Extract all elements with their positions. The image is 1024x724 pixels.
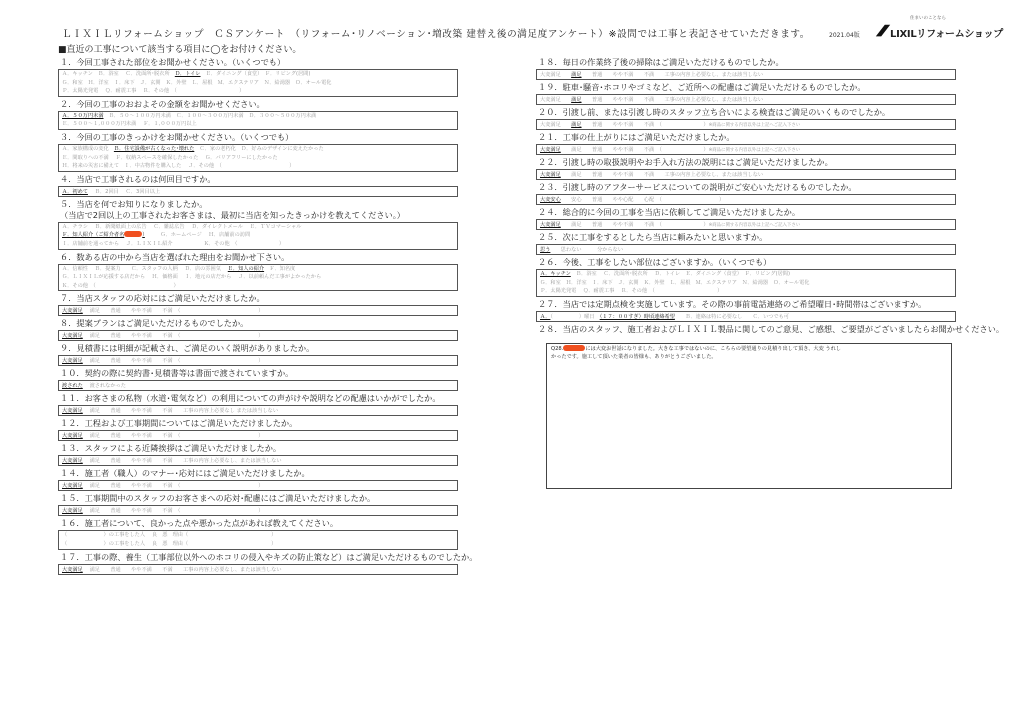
answer-option[interactable]: Ｐ．太陽光発電 Ｑ．耐震工事 Ｒ．その他 （ ） xyxy=(540,288,723,295)
question-text: ８．提案プランはご満足いただけるものでしたか。 xyxy=(60,318,249,329)
answer-option[interactable]: 満足 普通 やや不満 不満 工事の内容上必要なし または該当しない xyxy=(82,408,279,415)
answer-box xyxy=(58,69,458,97)
answer-row xyxy=(62,356,454,366)
answer-box xyxy=(536,244,956,255)
answer-row xyxy=(62,456,454,466)
answer-row xyxy=(62,187,454,197)
logo-name: LIXILリフォームショップ xyxy=(890,29,1003,40)
question-text: １５．工事期間中のスタッフのお客さまへの応対･配慮にはご満足いただけましたか。 xyxy=(60,493,376,504)
answer-row xyxy=(62,240,454,249)
answer-row xyxy=(62,70,454,79)
answer-option[interactable]: Ｆ．知名度 xyxy=(264,265,296,272)
answer-option[interactable]: 満足 普通 やや不満 不満 工事の内容上必要なし、または該当しない xyxy=(82,566,282,573)
question-text: １１．お客さまの私物（水道･電気など）の利用についての声がけや説明などの配慮はいかがでしたか。 xyxy=(60,393,441,404)
question-text: ７．当店スタッフの応対にはご満足いただけましたか。 xyxy=(60,293,265,304)
answer-row xyxy=(62,265,454,274)
answer-row xyxy=(62,381,454,391)
answer-row xyxy=(540,287,952,296)
answer-row xyxy=(62,282,454,291)
question-text: １８．毎日の作業終了後の掃除はご満足いただけるものでしたか。 xyxy=(538,57,784,67)
answer-box xyxy=(58,111,458,130)
version-date: 2021.04版 xyxy=(829,32,860,39)
answer-box xyxy=(58,530,458,549)
comment-box[interactable] xyxy=(546,343,952,489)
answer-option[interactable]: 安心 普通 やや心配 心配 （ ） xyxy=(560,197,725,203)
answer-box xyxy=(58,330,458,341)
brand-logo xyxy=(860,12,1003,42)
comment-text: には大変お世話になりました。大きな工事ではないのに、こちらの要望通りの見積り出して頂き、大変 うれし xyxy=(585,345,841,352)
answer-row xyxy=(540,220,952,230)
answer-row xyxy=(62,223,454,232)
question-text: １３．スタッフによる近隣挨拶はご満足いただけましたか。 xyxy=(60,443,282,454)
selected-option[interactable]: 大変満足 xyxy=(62,458,83,465)
question-text: １７．工事の際、養生（工事部位以外へのホコリの侵入やキズの防止策など）はご満足いただけるものでしたか。 xyxy=(60,551,478,562)
answer-option[interactable]: Ｋ．その他 （ ） xyxy=(62,282,179,289)
selected-option[interactable]: 満足 xyxy=(571,97,582,103)
selected-option[interactable]: 大変満足 xyxy=(62,308,83,315)
answer-box xyxy=(58,222,458,250)
question-text: ２０．引渡し前、または引渡し時のスタッフ立ち合いによる検査はご満足のいくものでしたか。 xyxy=(538,107,891,117)
question-text: ２４．総合的に今回の工事を当店に依頼してご満足いただけましたか。 xyxy=(538,207,801,217)
answer-box xyxy=(58,564,458,575)
answer-option[interactable]: Ｅ．５００～１,０００万円未満 Ｆ．１,０００万円以上 xyxy=(62,121,197,128)
answer-option[interactable]: （ ）の工事をした人 良 悪 理由（ ） xyxy=(62,532,277,539)
answer-option[interactable]: 思わない 分からない xyxy=(550,247,624,253)
answer-box xyxy=(58,186,458,197)
answer-option[interactable]: 大変満足 xyxy=(540,122,572,128)
answer-option[interactable]: Ｂ．浴室 Ｃ．洗面所･脱衣所 Ｄ．トイレ Ｅ．ダイニング（食堂） Ｆ．リビング(居間) xyxy=(570,271,791,277)
answer-row xyxy=(62,112,454,121)
comment-prefix: Q28. xyxy=(551,345,564,352)
answer-box xyxy=(536,94,956,105)
question-text: ２８．当店のスタッフ、施工者およびＬＩＸＩＬ製品に関してのご意見、ご感想、ご要望がございましたらお聞かせください。 xyxy=(538,323,1005,334)
answer-option[interactable]: 普通 やや不満 不満 工事の内容上必要なし、または該当しない xyxy=(581,97,764,103)
selected-option[interactable]: 大変満足 xyxy=(62,483,83,490)
redacted-name xyxy=(563,345,585,351)
answer-option[interactable]: 渡されなかった xyxy=(82,383,126,390)
answer-row xyxy=(62,540,454,549)
answer-row xyxy=(540,170,952,180)
selected-option[interactable]: ） xyxy=(142,232,145,239)
answer-box xyxy=(58,455,458,466)
answer-option[interactable]: ※商品に関する内容以外は上記へご記入下さい xyxy=(708,123,801,128)
answer-option[interactable]: Ｈ．将来の災害に備えて Ｉ．中古物件を購入した Ｊ．その他 （ ） xyxy=(62,163,295,170)
answer-row xyxy=(62,273,454,282)
answer-box xyxy=(536,69,956,80)
question-text: ４．当店で工事されるのは何回目ですか。 xyxy=(60,173,216,184)
answer-option[interactable]: 満足 普通 やや不満 不満 （ ） xyxy=(82,508,264,515)
selected-option[interactable]: 大変満足 xyxy=(540,222,561,228)
answer-option[interactable]: 満足 普通 やや不満 不満 （ ） xyxy=(82,308,264,315)
answer-row xyxy=(62,506,454,516)
answer-row xyxy=(540,195,952,205)
question-text: １６．施工者について、良かった点や悪かった点があれば教えてください。 xyxy=(60,518,339,529)
answer-option[interactable]: Ｐ．太陽光発電 Ｑ．耐震工事 Ｒ．その他 （ ） xyxy=(62,88,245,95)
answer-option[interactable]: Ｃ．家の老朽化 Ｄ．好みのデザインに変えたかった xyxy=(194,145,324,152)
question-text: １４．施工者（職人）のマナー･応対にはご満足いただけましたか。 xyxy=(60,468,310,479)
question-text: ２．今回の工事のおおよその金額をお聞かせください。 xyxy=(60,98,265,109)
selected-option[interactable]: 大変満足 xyxy=(62,566,83,573)
answer-option[interactable]: 普通 やや不満 不満 工事の内容上必要なし、または該当しない xyxy=(581,72,764,78)
answer-row xyxy=(540,95,952,105)
answer-box xyxy=(58,430,458,441)
question-text: ６．数ある店の中から当店を選ばれた理由をお聞かせ下さい。 xyxy=(60,251,290,262)
selected-option[interactable]: Ｅ．知人の紹介 xyxy=(227,265,265,272)
answer-row xyxy=(540,70,952,80)
answer-option[interactable]: ※商品に関する内容以外は上記へご記入下さい xyxy=(708,223,801,228)
answer-box xyxy=(536,169,956,180)
answer-box xyxy=(58,355,458,366)
answer-option[interactable]: 大変満足 xyxy=(540,72,572,78)
answer-option[interactable]: Ａ．キッチン Ｂ．浴室 Ｃ．洗面所･脱衣所 xyxy=(62,71,175,77)
answer-row xyxy=(62,154,454,163)
answer-row xyxy=(62,145,454,154)
question-text: １．今回工事された部位をお聞かせください。（いくつでも） xyxy=(60,57,286,67)
answer-box xyxy=(58,405,458,416)
selected-option[interactable]: Ｂ．住宅設備が古くなった･壊れた xyxy=(113,145,195,152)
answer-row xyxy=(62,331,454,341)
selected-option[interactable]: 思う xyxy=(540,247,551,253)
selected-option[interactable]: 大変満足 xyxy=(62,508,83,515)
question-text: ２５．次に工事をするとしたら当店に頼みたいと思いますか。 xyxy=(538,232,768,242)
question-text: ２２．引渡し時の取扱説明やお手入れ方法の説明にはご満足いただけましたか。 xyxy=(538,157,833,167)
answer-option[interactable]: Ｂ．５０～１００万円未満 Ｃ．１００～３００万円未満 Ｄ．３００～５００万円未満 xyxy=(103,112,317,119)
question-text: ２７．当店では定期点検を実施しています。その際の事前電話連絡のご希望曜日･時間帯はございますか。 xyxy=(538,298,927,309)
answer-box xyxy=(58,505,458,516)
answer-box xyxy=(58,380,458,391)
selected-option[interactable]: Ａ．キッチン xyxy=(540,271,571,277)
logo-tagline: 住まいのことなら xyxy=(910,16,946,21)
answer-option[interactable]: Ｇ．ＬＩＸＩＬが応援する店だから Ｈ．価格面 Ｉ．地元の店だから Ｊ．以前頼んだ工事がよかったから xyxy=(62,274,322,281)
answer-option[interactable]: ※商品に関する内容以外は上記へご記入下さい xyxy=(708,148,801,153)
selected-option[interactable]: Ａ． xyxy=(540,313,551,320)
question-text: １０．契約の際に契約書･見積書等は書面で渡されていますか。 xyxy=(60,368,294,379)
answer-row xyxy=(540,270,952,279)
answer-row xyxy=(62,162,454,171)
answer-option[interactable]: （ ）の工事をした人 良 悪 理由（ ） xyxy=(62,540,277,547)
answer-option[interactable]: Ｇ．和室 Ｈ．洋室 Ｉ．床下 Ｊ．玄関 Ｋ．外壁 Ｌ．屋根 Ｍ．エクステリア Ｎ．給湯器 Ｏ．オール電化 xyxy=(62,79,332,86)
answer-option[interactable]: 満足 普通 やや不満 不満 （ ） xyxy=(82,333,264,340)
answer-row xyxy=(62,565,454,575)
answer-box xyxy=(536,144,956,155)
answer-row xyxy=(62,79,454,88)
answer-option[interactable]: Ｇ．和室 Ｈ．洋室 Ｉ．床下 Ｊ．玄関 Ｋ．外壁 Ｌ．屋根 Ｍ．エクステリア Ｎ．給湯器 Ｏ．オール電化 xyxy=(540,279,810,286)
selected-option[interactable]: Ａ．５０万円未満 xyxy=(62,112,104,119)
answer-row xyxy=(540,245,952,255)
answer-box xyxy=(536,269,956,297)
answer-row xyxy=(540,279,952,288)
selected-option[interactable]: 渡された xyxy=(62,383,83,390)
question-text: ２３．引渡し時のアフターサービスについての説明がご安心いただけるものでしたか。 xyxy=(538,182,857,192)
selected-option[interactable]: 大変満足 xyxy=(62,433,83,440)
selected-option[interactable]: 大変満足 xyxy=(540,172,561,178)
selected-option[interactable]: Ａ．初めて xyxy=(62,188,88,195)
question-text: ９．見積書には明細が記載され、ご満足のいく説明がありましたか。 xyxy=(60,343,315,354)
answer-box xyxy=(536,311,956,322)
answer-option[interactable]: Ｂ．2回目 Ｃ．3回目以上 xyxy=(87,188,161,195)
comment-line xyxy=(551,345,947,354)
selected-option[interactable]: 満足 xyxy=(571,122,582,128)
selected-option[interactable]: Ｆ．知人紹介（ご紹介者名 xyxy=(62,232,125,239)
survey-title: ＬＩＸＩＬリフォームショップ ＣＳアンケート （リフォーム･リノベーション･増改築 建替え後の満足度アンケート）※設問では工事と表記させていただきます。 xyxy=(62,29,811,40)
answer-option[interactable]: （ ）曜日 xyxy=(550,313,600,320)
answer-box xyxy=(58,264,458,292)
selected-option[interactable]: 大変安心 xyxy=(540,197,561,203)
answer-option[interactable]: Ｅ．ダイニング（食堂） Ｆ．リビング(居間) xyxy=(200,71,311,77)
answer-option[interactable]: Ａ．家族構成の変化 xyxy=(62,145,114,152)
answer-option[interactable]: 満足 普通 やや不満 不満 （ ） xyxy=(560,222,709,228)
redacted-name xyxy=(124,231,142,237)
answer-row xyxy=(62,120,454,129)
comment-line: かったです。施工して頂いた業者の皆様も、ありがとうございました。 xyxy=(551,354,717,361)
answer-option[interactable]: 満足 普通 やや不満 不満 工事の内容上必要なし、または該当しない xyxy=(560,172,764,178)
answer-option[interactable]: Ｂ．連絡は特に必要なし Ｃ．いつでも可 xyxy=(674,313,790,320)
selected-option[interactable]: 大変満足 xyxy=(62,333,83,340)
answer-row xyxy=(62,231,454,240)
answer-row xyxy=(62,87,454,96)
answer-option[interactable]: 普通 やや不満 不満 （ ） xyxy=(581,122,709,128)
question-text: ２１．工事の仕上がりにはご満足いただけましたか。 xyxy=(538,132,735,142)
selected-option[interactable]: 大変満足 xyxy=(540,147,561,153)
selected-option[interactable]: Ｄ．トイレ xyxy=(174,71,201,77)
selected-option[interactable]: （１７：００すぎ）時頃連絡希望 xyxy=(599,313,675,320)
answer-box xyxy=(536,219,956,230)
question-text: ２６．今後、工事をしたい部位はございますか。（いくつでも） xyxy=(538,257,772,267)
answer-row xyxy=(62,531,454,540)
answer-row xyxy=(62,481,454,491)
answer-option[interactable]: Ｉ．店舗前を通ってから Ｊ．ＬＩＸＩＬ紹介 Ｋ．その他 （ ） xyxy=(62,240,285,247)
question-text: ５．当店を何でお知りになりましたか。 xyxy=(60,198,208,209)
answer-row xyxy=(62,406,454,416)
answer-option[interactable]: Ａ．信頼性 Ｂ．提案力 Ｃ．スタッフの人柄 Ｄ．店の雰囲気 xyxy=(62,265,228,272)
answer-option[interactable]: Ａ．チラシ Ｂ．新聞紙面上の広告 Ｃ．雑誌広告 Ｄ．ダイレクトメール Ｅ．ＴＶコマーシャル xyxy=(62,223,302,230)
answer-option[interactable]: Ｇ．ホームページ Ｈ．店舗前の訪問 xyxy=(144,232,251,239)
selected-option[interactable]: 大変満足 xyxy=(62,358,83,365)
answer-option[interactable]: 満足 普通 やや不満 不満 （ ） xyxy=(560,147,709,153)
answer-row xyxy=(62,306,454,316)
answer-option[interactable]: 大変満足 xyxy=(540,97,572,103)
selected-option[interactable]: 大変満足 xyxy=(62,408,83,415)
question-subtext: （当店で2回以上の工事されたお客さまは、最初に当店を知ったきっかけを教えてください。） xyxy=(60,209,405,220)
answer-option[interactable]: 満足 普通 やや不満 不満 （ ） xyxy=(82,483,264,490)
answer-row xyxy=(540,145,952,155)
question-text: １９．駐車･騒音･ホコリやゴミなど、ご近所への配慮はご満足いただけるものでしたか。 xyxy=(538,82,866,92)
answer-option[interactable]: 満足 普通 やや不満 不満 工事の内容上必要なし、または該当しない xyxy=(82,458,282,465)
left-column xyxy=(58,57,478,577)
answer-option[interactable]: Ｅ．間取りへの不満 Ｆ．収納スペースを確保したかった Ｇ．バリアフリーにしたかった xyxy=(62,154,278,161)
answer-row xyxy=(62,431,454,441)
selected-option[interactable]: 満足 xyxy=(571,72,582,78)
answer-box xyxy=(58,480,458,491)
answer-box xyxy=(536,119,956,130)
question-text: １２．工程および工事期間についてはご満足いただけましたか。 xyxy=(60,418,298,429)
answer-box xyxy=(58,144,458,172)
right-column xyxy=(536,57,1005,489)
answer-row xyxy=(540,120,952,130)
answer-option[interactable]: 満足 普通 やや不満 不満 （ ） xyxy=(82,433,264,440)
answer-box xyxy=(58,305,458,316)
answer-option[interactable]: 満足 普通 やや不満 不満 （ ） xyxy=(82,358,264,365)
section-heading: ■直近の工事について該当する項目に◯をお付けください。 xyxy=(58,45,302,55)
answer-row xyxy=(540,312,952,322)
question-text: ３．今回の工事のきっかけをお聞かせください。（いくつでも） xyxy=(60,131,294,142)
answer-box xyxy=(536,194,956,205)
